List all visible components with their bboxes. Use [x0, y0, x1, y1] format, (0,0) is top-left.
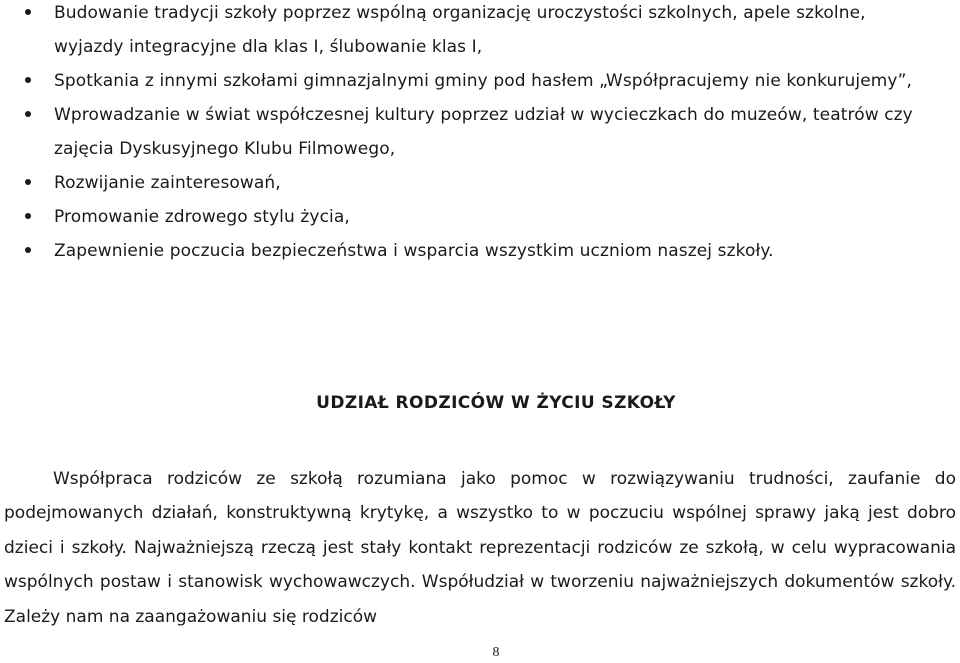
- bullet-icon: [25, 247, 31, 253]
- bullet-icon: [25, 9, 31, 15]
- body-paragraph: Współpraca rodziców ze szkołą rozumiana jako pomoc w rozwiązywaniu trudności, zaufanie do podejmowanych działań, konstruktywną krytykę, a wszystko to w poczuciu wspólnej sprawy jaką jest dobro dzieci i szkoły. Najważniejszą rzeczą jest stały kontakt reprezentacji rodziców ze szkołą, w celu wypracowania wspólnych postaw i stanowisk wychowawczych. Współudział w tworzeniu najważniejszych dokumentów szkoły. Zależy nam na zaangażowaniu się rodziców: [4, 469, 956, 627]
- bullet-item: [0, 234, 960, 268]
- bullet-item: [0, 98, 960, 166]
- bullet-text: Rozwijanie zainteresowań,: [54, 173, 281, 193]
- bullet-icon: [25, 213, 31, 219]
- bullet-item: [0, 166, 960, 200]
- goals-bullet-list: [0, 0, 960, 268]
- bullet-text: Promowanie zdrowego stylu życia,: [54, 207, 350, 227]
- bullet-icon: [25, 111, 31, 117]
- bullet-icon: [25, 77, 31, 83]
- section-heading: UDZIAŁ RODZICÓW W ŻYCIU SZKOŁY: [316, 393, 676, 413]
- bullet-item: [0, 64, 960, 98]
- bullet-item: [0, 0, 960, 64]
- bullet-text: Spotkania z innymi szkołami gimnazjalnymi gminy pod hasłem „Współpracujemy nie konkurujemy”,: [54, 71, 912, 91]
- bullet-text: Zapewnienie poczucia bezpieczeństwa i wsparcia wszystkim uczniom naszej szkoły.: [54, 241, 774, 261]
- bullet-text: Wprowadzanie w świat współczesnej kultury poprzez udział w wycieczkach do muzeów, teatrów czy zajęcia Dyskusyjnego Klubu Filmowego,: [54, 105, 913, 159]
- page-number: 8: [492, 645, 500, 660]
- bullet-icon: [25, 179, 31, 185]
- bullet-text: Budowanie tradycji szkoły poprzez wspólną organizację uroczystości szkolnych, apele szkolne, wyjazdy integracyjne dla klas I, ślubowanie klas I,: [54, 3, 866, 57]
- bullet-item: [0, 200, 960, 234]
